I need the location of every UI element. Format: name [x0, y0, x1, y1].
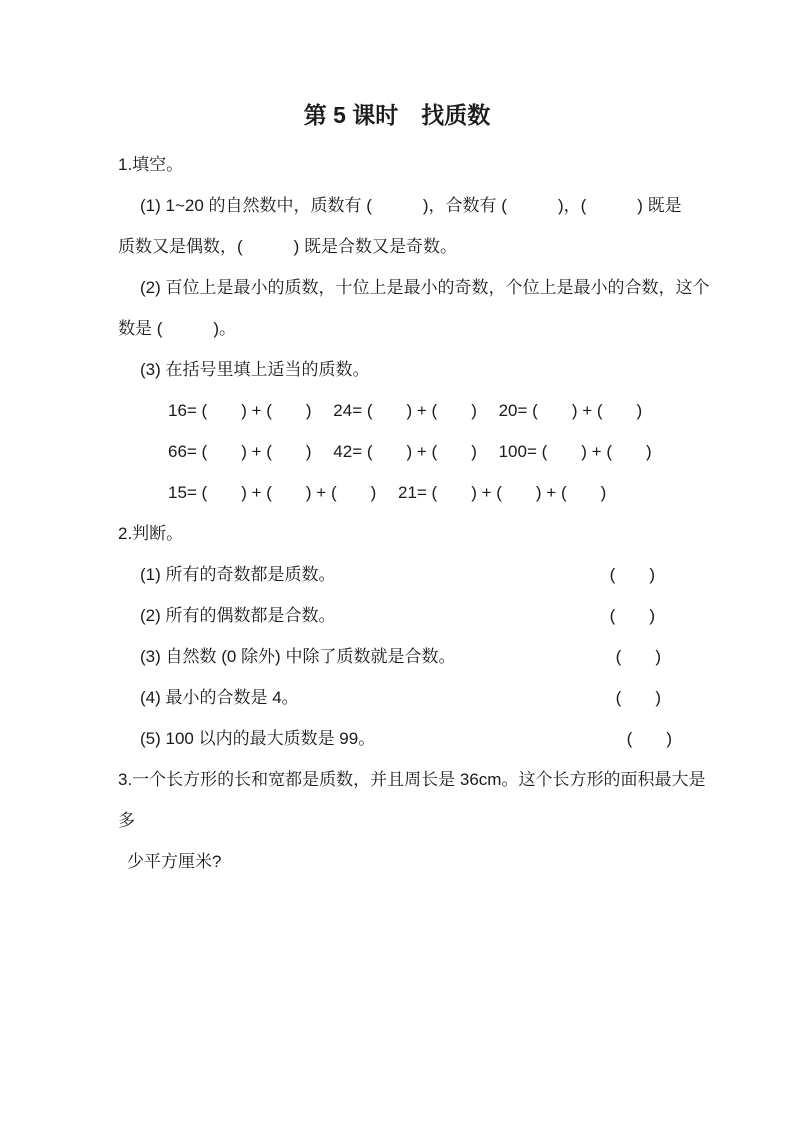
worksheet-body — [118, 144, 710, 882]
judgment-statement: (5) 100 以内的最大质数是 99。 — [140, 729, 376, 748]
q1-heading: 1.填空。 — [118, 155, 184, 174]
q1-item2-line2: 数是 ( )。 — [118, 319, 237, 338]
judgment-answer-blank: ( ) — [609, 565, 655, 584]
q3-line-1: 3.一个长方形的长和宽都是质数，并且周长是 36cm。这个长方形的面积最大是 — [118, 770, 706, 789]
judgment-statement: (4) 最小的合数是 4。 — [140, 688, 299, 707]
judgment-answer-blank: ( ) — [615, 647, 661, 666]
judgment-statement: (1) 所有的奇数都是质数。 — [140, 565, 336, 584]
q2-item-2 — [118, 595, 676, 636]
q2-item-5 — [118, 718, 676, 759]
page-title: 第 5 课时 找质数 — [303, 102, 491, 128]
q1-item3-equation-row-2: 66= ( ) + ( ) 42= ( ) + ( ) 100= ( ) + ( ) — [168, 442, 652, 461]
q3-line-3: 少平方厘米? — [127, 852, 222, 871]
q3-line-2: 多 — [118, 811, 135, 830]
q1-item1-line1: (1) 1~20 的自然数中，质数有 ( )，合数有 ( )，( ) 既是 — [140, 196, 682, 215]
judgment-statement: (3) 自然数 (0 除外) 中除了质数就是合数。 — [140, 647, 456, 666]
q2-item-3 — [118, 636, 676, 677]
q2-item-4 — [118, 677, 676, 718]
q1-item2-line1: (2) 百位上是最小的质数，十位上是最小的奇数，个位上是最小的合数，这个 — [140, 278, 710, 297]
judgment-statement: (2) 所有的偶数都是合数。 — [140, 606, 336, 625]
q2-item-1 — [118, 554, 676, 595]
q2-heading: 2.判断。 — [118, 524, 184, 543]
judgment-answer-blank: ( ) — [626, 729, 672, 748]
q1-item1-line2: 质数又是偶数，( ) 既是合数又是奇数。 — [118, 237, 458, 256]
q1-item3-equation-row-1: 16= ( ) + ( ) 24= ( ) + ( ) 20= ( ) + ( ) — [168, 401, 643, 420]
judgment-answer-blank: ( ) — [609, 606, 655, 625]
q1-item3-equation-row-3: 15= ( ) + ( ) + ( ) 21= ( ) + ( ) + ( ) — [168, 483, 607, 502]
q1-item3-heading: (3) 在括号里填上适当的质数。 — [140, 360, 370, 379]
judgment-answer-blank: ( ) — [615, 688, 661, 707]
